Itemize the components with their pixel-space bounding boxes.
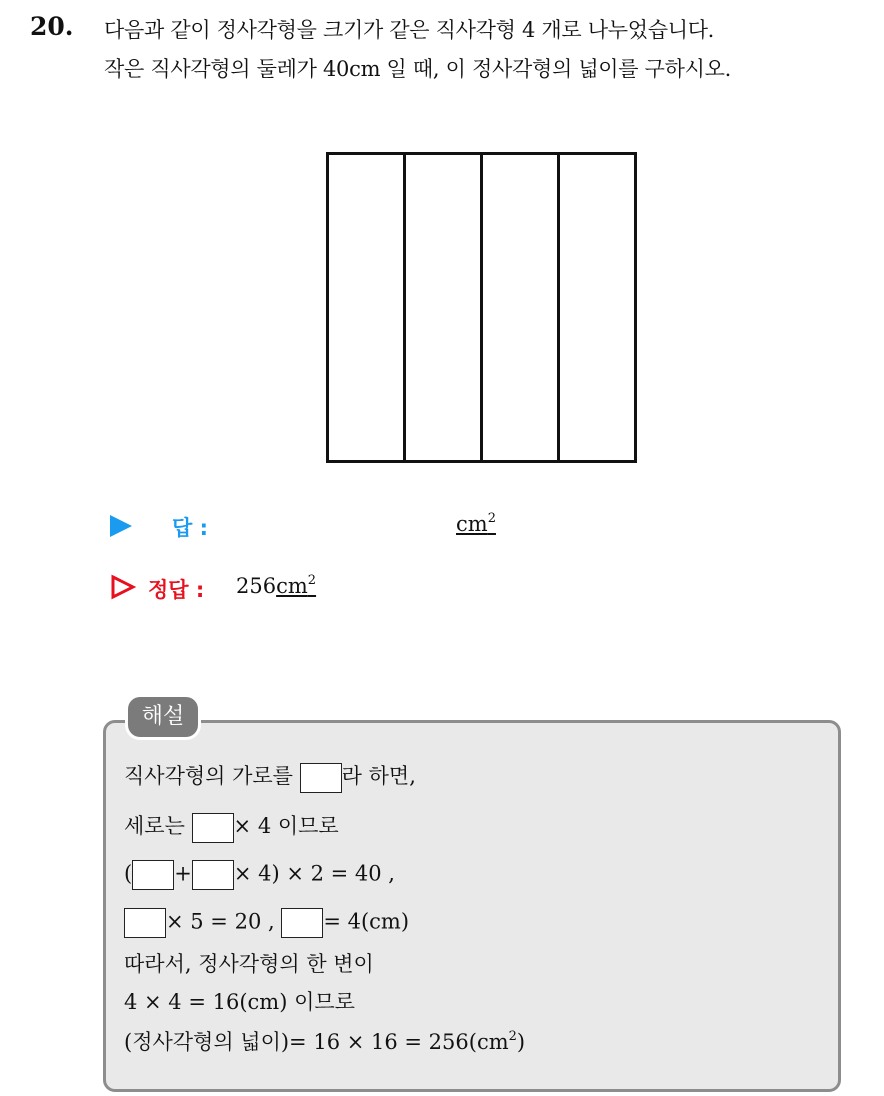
- solution-label: 정답 :: [148, 578, 205, 602]
- explanation-line-3: ( + × 4) × 2 = 40 ,: [124, 860, 395, 890]
- answer-label: 답 :: [172, 516, 208, 540]
- explanation-line-4: × 5 = 20 , = 4(cm): [124, 908, 409, 938]
- answer-arrow-icon: [110, 515, 132, 537]
- blank-box: [132, 860, 174, 890]
- answer-row: [110, 511, 496, 540]
- explanation-line-1: 직사각형의 가로를 라 하면,: [124, 760, 416, 793]
- question-number: 20.: [30, 12, 74, 41]
- answer-unit: $cm^2$: [456, 511, 496, 536]
- explanation-line-7: (정사각형의 넓이)= $16 \times 16 = 256(cm^2)$: [124, 1029, 526, 1054]
- blank-box: [192, 813, 234, 843]
- divided-square-figure: [326, 152, 638, 464]
- solution-arrow-icon: [110, 574, 136, 605]
- solution-row: [110, 573, 317, 605]
- blank-box: [281, 908, 323, 938]
- question-text-line1: 다음과 같이 정사각형을 크기가 같은 직사각형 4 개로 나누었습니다.: [104, 18, 715, 42]
- blank-box: [124, 908, 166, 938]
- solution-value: $256cm^2$: [236, 573, 317, 598]
- explanation-tag: 해설: [128, 697, 198, 737]
- explanation-line-6: 4 × 4 = 16(cm) 이므로: [124, 990, 355, 1014]
- explanation-line-2: 세로는 × 4 이므로: [124, 810, 339, 843]
- explanation-line-5: 따라서, 정사각형의 한 변이: [124, 952, 374, 976]
- blank-box: [192, 860, 234, 890]
- blank-box: [300, 763, 342, 793]
- question-text-line2: 작은 직사각형의 둘레가 40cm 일 때, 이 정사각형의 넓이를 구하시오.: [104, 57, 731, 81]
